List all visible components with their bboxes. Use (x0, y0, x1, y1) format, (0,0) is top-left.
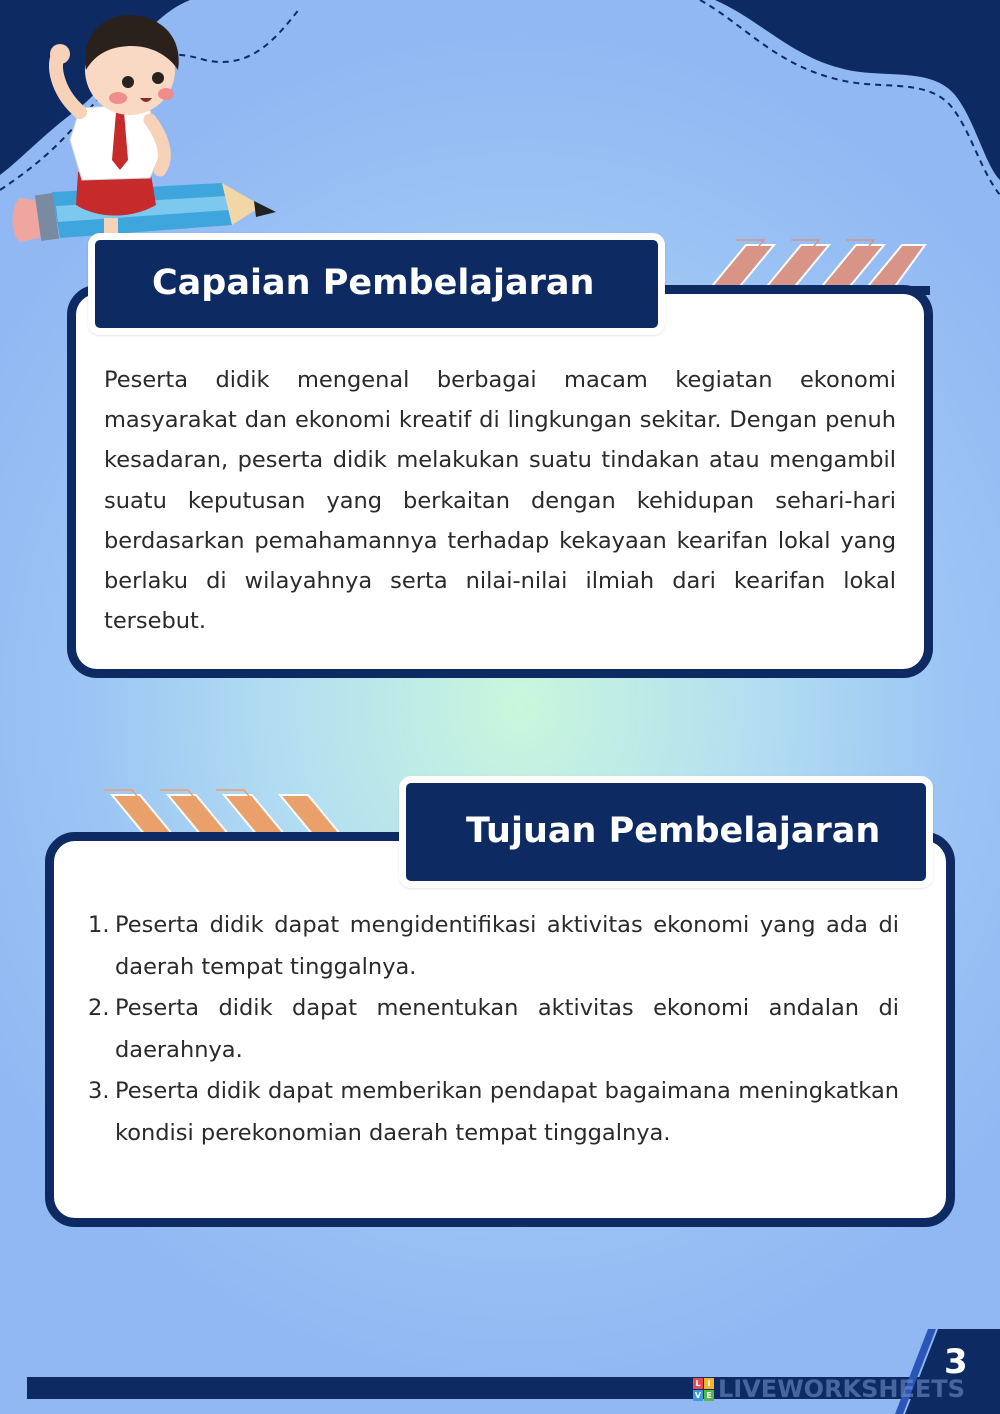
top-right-wave (715, 0, 1000, 180)
list-item-text: Peserta didik dapat memberikan pendapat bagaimana meningkatkan kondisi perekonomian daerah tempat tinggalnya. (115, 1078, 899, 1146)
logo-letter: V (694, 1390, 702, 1400)
list-item (88, 1071, 899, 1154)
logo-letter: I (704, 1378, 714, 1389)
list-item-number: 3. (88, 1078, 110, 1104)
liveworksheets-logo-icon (693, 1378, 714, 1401)
list-item (88, 905, 899, 988)
logo-letter: L (693, 1378, 703, 1389)
tujuan-title: Tujuan Pembelajaran (466, 811, 881, 851)
list-item-text: Peserta didik dapat menentukan aktivitas ekonomi andalan di daerahnya. (115, 995, 899, 1063)
tujuan-list (88, 905, 899, 1154)
liveworksheets-watermark[interactable] (693, 1376, 965, 1402)
capaian-title: Capaian Pembelajaran (152, 263, 595, 303)
page-number: 3 (944, 1342, 968, 1382)
list-item (88, 988, 899, 1071)
logo-letter: E (704, 1390, 714, 1401)
capaian-body: Peserta didik mengenal berbagai macam kegiatan ekonomi masyarakat dan ekonomi kreatif di lingkungan sekitar. Dengan penuh kesadaran, peserta didik melakukan suatu tindakan atau mengambil suatu keputusan yang berkaitan dengan kehidupan sehari-hari berdasarkan pemahamannya terhadap kekayaan kearifan lokal yang berlaku di wilayahnya serta nilai-nilai ilmiah dari kearifan lokal tersebut. (104, 367, 896, 635)
list-item-number: 1. (88, 912, 110, 938)
list-item-number: 2. (88, 995, 110, 1021)
pencil-tip (254, 201, 276, 217)
watermark-text: LIVEWORKSHEETS (718, 1375, 965, 1403)
list-item-text: Peserta didik dapat mengidentifikasi aktivitas ekonomi yang ada di daerah tempat tinggalnya. (115, 912, 899, 980)
